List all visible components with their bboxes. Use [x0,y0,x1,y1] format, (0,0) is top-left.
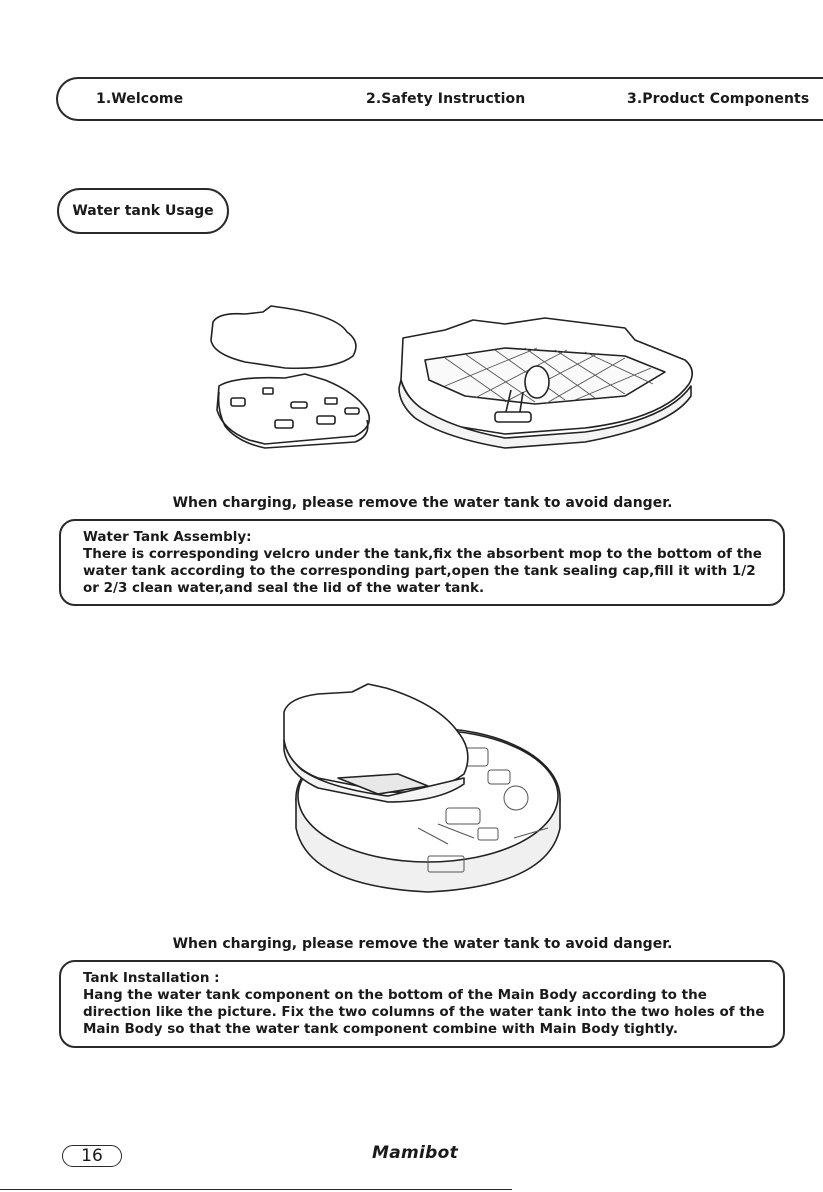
nav-item-welcome[interactable]: 1.Welcome [96,91,184,107]
footer-divider [0,1189,512,1190]
installation-instructions-box [59,960,785,1048]
section-title: Water tank Usage [57,188,229,234]
installation-body-text: Hang the water tank component on the bottom of the Main Body according to the direction like the picture. Fix the two columns of the water tank into the two holes of the Main Body so that the water tank component combine with Main Body tightly. [83,987,765,1037]
brand-logo: Mamibot [372,1143,459,1163]
installation-warning-caption: When charging, please remove the water tank to avoid danger. [172,936,673,952]
chapter-nav [56,77,823,121]
assembly-warning-caption: When charging, please remove the water tank to avoid danger. [172,495,673,511]
tank-installed-illustration [278,678,578,900]
assembly-body-text: There is corresponding velcro under the tank,fix the absorbent mop to the bottom of the water tank according to the corresponding part,open the tank sealing cap,fill it with 1/2 or 2/3 clean water,and seal the lid of the water tank. [83,546,762,596]
page-number: 16 [62,1145,122,1167]
assembly-heading: Water Tank Assembly: [83,529,252,545]
nav-item-product-components[interactable]: 3.Product Components [627,91,810,107]
mop-and-tank-illustration [205,300,700,455]
assembly-instructions-box [59,519,785,606]
installation-heading: Tank Installation : [83,970,220,986]
nav-item-safety-instruction[interactable]: 2.Safety Instruction [366,91,526,107]
